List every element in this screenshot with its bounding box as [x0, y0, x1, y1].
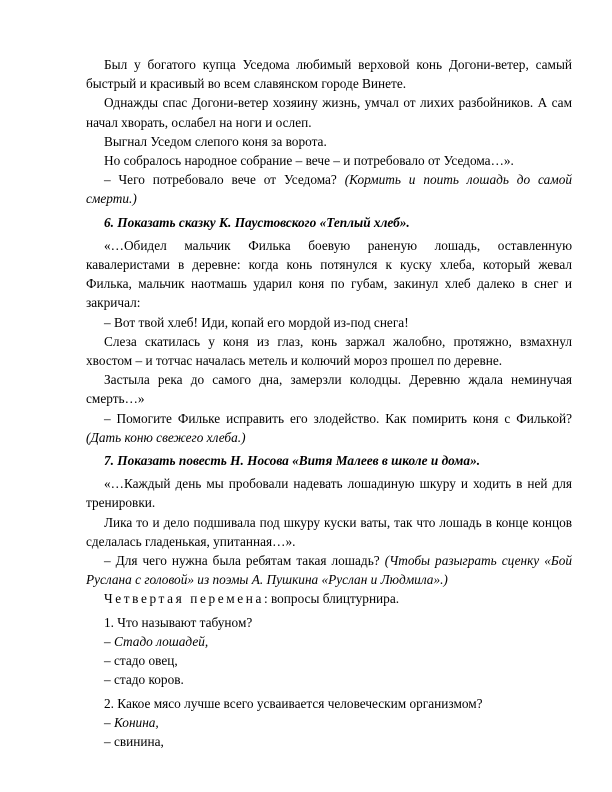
- paragraph-6c: Слеза скатилась у коня из глаз, конь заржал жалобно, протяжно, взмахнул хвостом – и тотчас началась метель и колючий мороз прошел по деревне.: [86, 333, 572, 369]
- paragraph-4: Но собралось народное собрание – вече – и потребовало от Уседома…».: [104, 153, 514, 169]
- question-6-text: – Помогите Фильке исправить его злодейство. Как помирить коня с Филькой?: [104, 410, 572, 426]
- document-body: [86, 55, 572, 751]
- question-7-answer: (Чтобы разыграть сценку «Бой Руслана с головой» из поэмы А. Пушкина «Руслан и Людмила».): [86, 553, 573, 588]
- paragraph-6a: «…Обидел мальчик Филька боевую раненую лошадь, оставленную кавалеристами в деревне: когда конь потянулся к куску хлеба, который жевал Филька, мальчик наотмашь ударил коня по губам, закинул хлеб далеко в снег и закричал:: [86, 237, 572, 311]
- answer-2a: – Конина,: [104, 714, 159, 730]
- answer-1a: – Стадо лошадей,: [104, 633, 209, 649]
- question-5: [86, 170, 572, 208]
- paragraph-7a: «…Каждый день мы пробовали надевать лошадиную шкуру и ходить в ней для тренировки.: [86, 476, 572, 511]
- paragraph-2: Однажды спас Догони-ветер хозяину жизнь, умчал от лихих разбойников. А сам начал хворать, ослабел на ноги и ослеп.: [86, 95, 572, 130]
- section-7-heading: 7. Показать повесть Н. Носова «Витя Малеев в школе и дома».: [104, 453, 481, 469]
- question-2: 2. Какое мясо лучше всего усваивается человеческим организмом?: [104, 695, 483, 711]
- question-6: [86, 409, 572, 447]
- paragraph-3: Выгнал Уседом слепого коня за ворота.: [104, 133, 327, 149]
- question-1: 1. Что называют табуном?: [104, 614, 253, 630]
- answer-1b: – стадо овец,: [104, 653, 178, 669]
- break-label: Четвертая перемена: [104, 591, 264, 607]
- paragraph-6b: – Вот твой хлеб! Иди, копай его мордой из-под снега!: [104, 314, 409, 330]
- section-6-heading: 6. Показать сказку К. Паустовского «Теплый хлеб».: [104, 214, 410, 230]
- paragraph-1: Был у богатого купца Уседома любимый верховой конь Догони-ветер, самый быстрый и красивый во всем славянском городе Винете.: [86, 57, 572, 92]
- question-5-answer: (Кормить и поить лошадь до самой смерти.): [86, 172, 572, 207]
- break-rest: : вопросы блицтурнира.: [263, 591, 400, 607]
- question-7-text: – Для чего нужна была ребятам такая лошадь?: [104, 553, 385, 569]
- paragraph-7b: Лика то и дело подшивала под шкуру куски ваты, так что лошадь в конце концов сделалась гладенькая, упитанная…».: [86, 514, 572, 549]
- question-5-text: – Чего потребовало вече от Уседома?: [104, 172, 345, 188]
- question-6-answer: (Дать коню свежего хлеба.): [86, 429, 246, 445]
- answer-2b: – свинина,: [104, 733, 164, 749]
- answer-1c: – стадо коров.: [104, 672, 184, 688]
- paragraph-6d: Застыла река до самого дна, замерзли колодцы. Деревню ждала неминучая смерть…»: [86, 372, 572, 407]
- question-7: [86, 551, 572, 589]
- break-heading: [86, 589, 572, 608]
